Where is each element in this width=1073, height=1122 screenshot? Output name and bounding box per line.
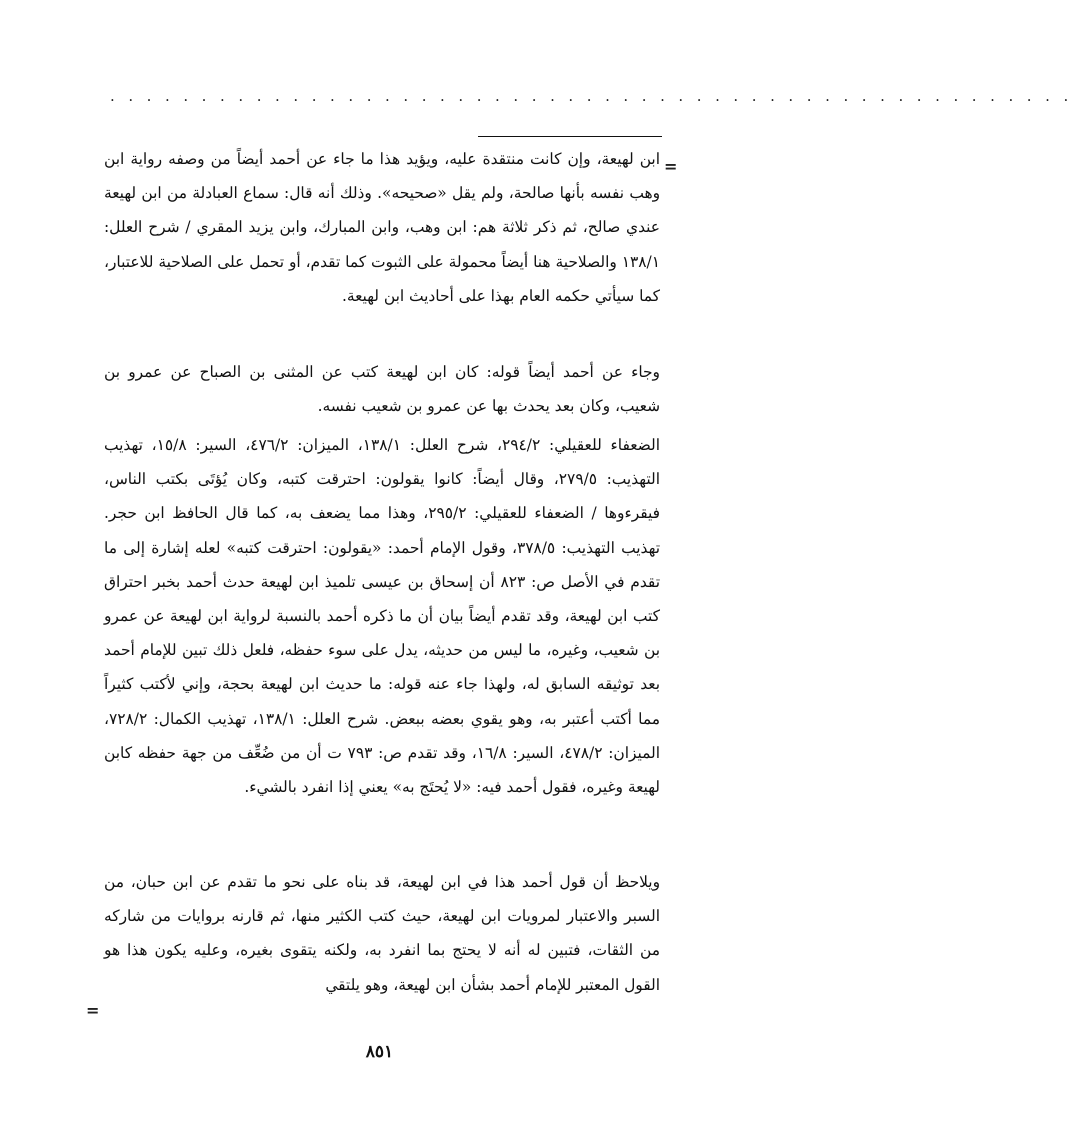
footnote-paragraph <box>104 355 660 423</box>
page-number: ٨٥١ <box>365 1042 394 1062</box>
paragraph-text: الضعفاء للعقيلي: ٢٩٤/٢، شرح العلل: ١٣٨/١، الميزان: ٤٧٦/٢، السير: ١٥/٨، تهذيب التهذيب: ٢٧٩/٥، وقال أيضاً: كانوا يقولون: احترقت كتبه، وكان يُؤتَى بكتب الناس، فيقرءوها / الضعفاء للعقيلي: ٢٩٥/٢، وهذا مما يضعف به، كما قال الحافظ ابن حجر. تهذيب التهذيب: ٣٧٨/٥، وقول الإمام أحمد: «يقولون: احترقت كتبه» لعله إشارة إلى ما تقدم في الأصل ص: ٨٢٣ أن إسحاق بن عيسى تلميذ ابن لهيعة حدث أحمد بخبر احتراق كتب ابن لهيعة، وقد تقدم أيضاً بيان أن ما ذكره أحمد بالنسبة لرواية ابن لهيعة عن عمرو بن شعيب، وغيره، ما ليس من حديثه، يدل على سوء حفظه، فلعل ذلك تبين للإمام أحمد بعد توثيقه السابق له، ولهذا جاء عنه قوله: ما حديث ابن لهيعة بحجة، وإني لأكتب كثيراً مما أكتب أعتبر به، وهو يقوي بعضه ببعض. شرح العلل: ١٣٨/١، تهذيب الكمال: ٧٢٨/٢، الميزان: ٤٧٨/٢، السير: ١٦/٨، وقد تقدم ص: ٧٩٣ ت أن من ضُعِّف من جهة حفظه كابن لهيعة وغيره، فقول أحمد فيه: «لا يُحتَج به» يعني إذا انفرد بالشيء. <box>104 436 661 797</box>
paragraph-text: وجاء عن أحمد أيضاً قوله: كان ابن لهيعة كتب عن المثنى بن الصباح عن عمرو بن شعيب، وكان بعد يحدث بها عن عمرو بن شعيب نفسه. <box>104 363 660 416</box>
continuation-mark-bottom: = <box>86 1001 100 1020</box>
footnote-paragraph <box>104 142 660 313</box>
footnote-paragraph <box>104 865 660 1002</box>
footnote-paragraph <box>104 428 660 804</box>
paragraph-text: ويلاحظ أن قول أحمد هذا في ابن لهيعة، قد بناه على نحو ما تقدم عن ابن حبان، من السبر والاعتبار لمرويات ابن لهيعة، حيث كتب الكثير منها، ثم قارنه بروايات من شاركه من الثقات، فتبين له أنه لا يحتج بما انفرد به، ولكنه يتقوى بغيره، وعليه يكون هذا هو القول المعتبر للإمام أحمد بشأن ابن لهيعة، وهو يلتقي <box>104 873 660 994</box>
paragraph-text: ابن لهيعة، وإن كانت منتقدة عليه، ويؤيد هذا ما جاء عن أحمد أيضاً من وصفه رواية ابن وهب نفسه بأنها صالحة، ولم يقل «صحيحه». وذلك أنه قال: سماع العبادلة من ابن لهيعة عندي صالح، ثم ذكر ثلاثة هم: ابن وهب، وابن المبارك، وابن يزيد المقري / شرح العلل: ١٣٨/١ والصلاحية هنا أيضاً محمولة على الثبوت كما تقدم، أو تحمل على الصلاحية للاعتبار، كما سيأتي حكمه العام بهذا على أحاديث ابن لهيعة. <box>104 150 660 305</box>
continuation-mark-top: = <box>664 157 678 176</box>
footnote-rule <box>478 136 662 137</box>
dotted-separator: . . . . . . . . . . . . . . . . . . . . . . . . . . . . . . . . . . . . . . . . . . . . . . . . . . . . . <box>110 87 1073 105</box>
